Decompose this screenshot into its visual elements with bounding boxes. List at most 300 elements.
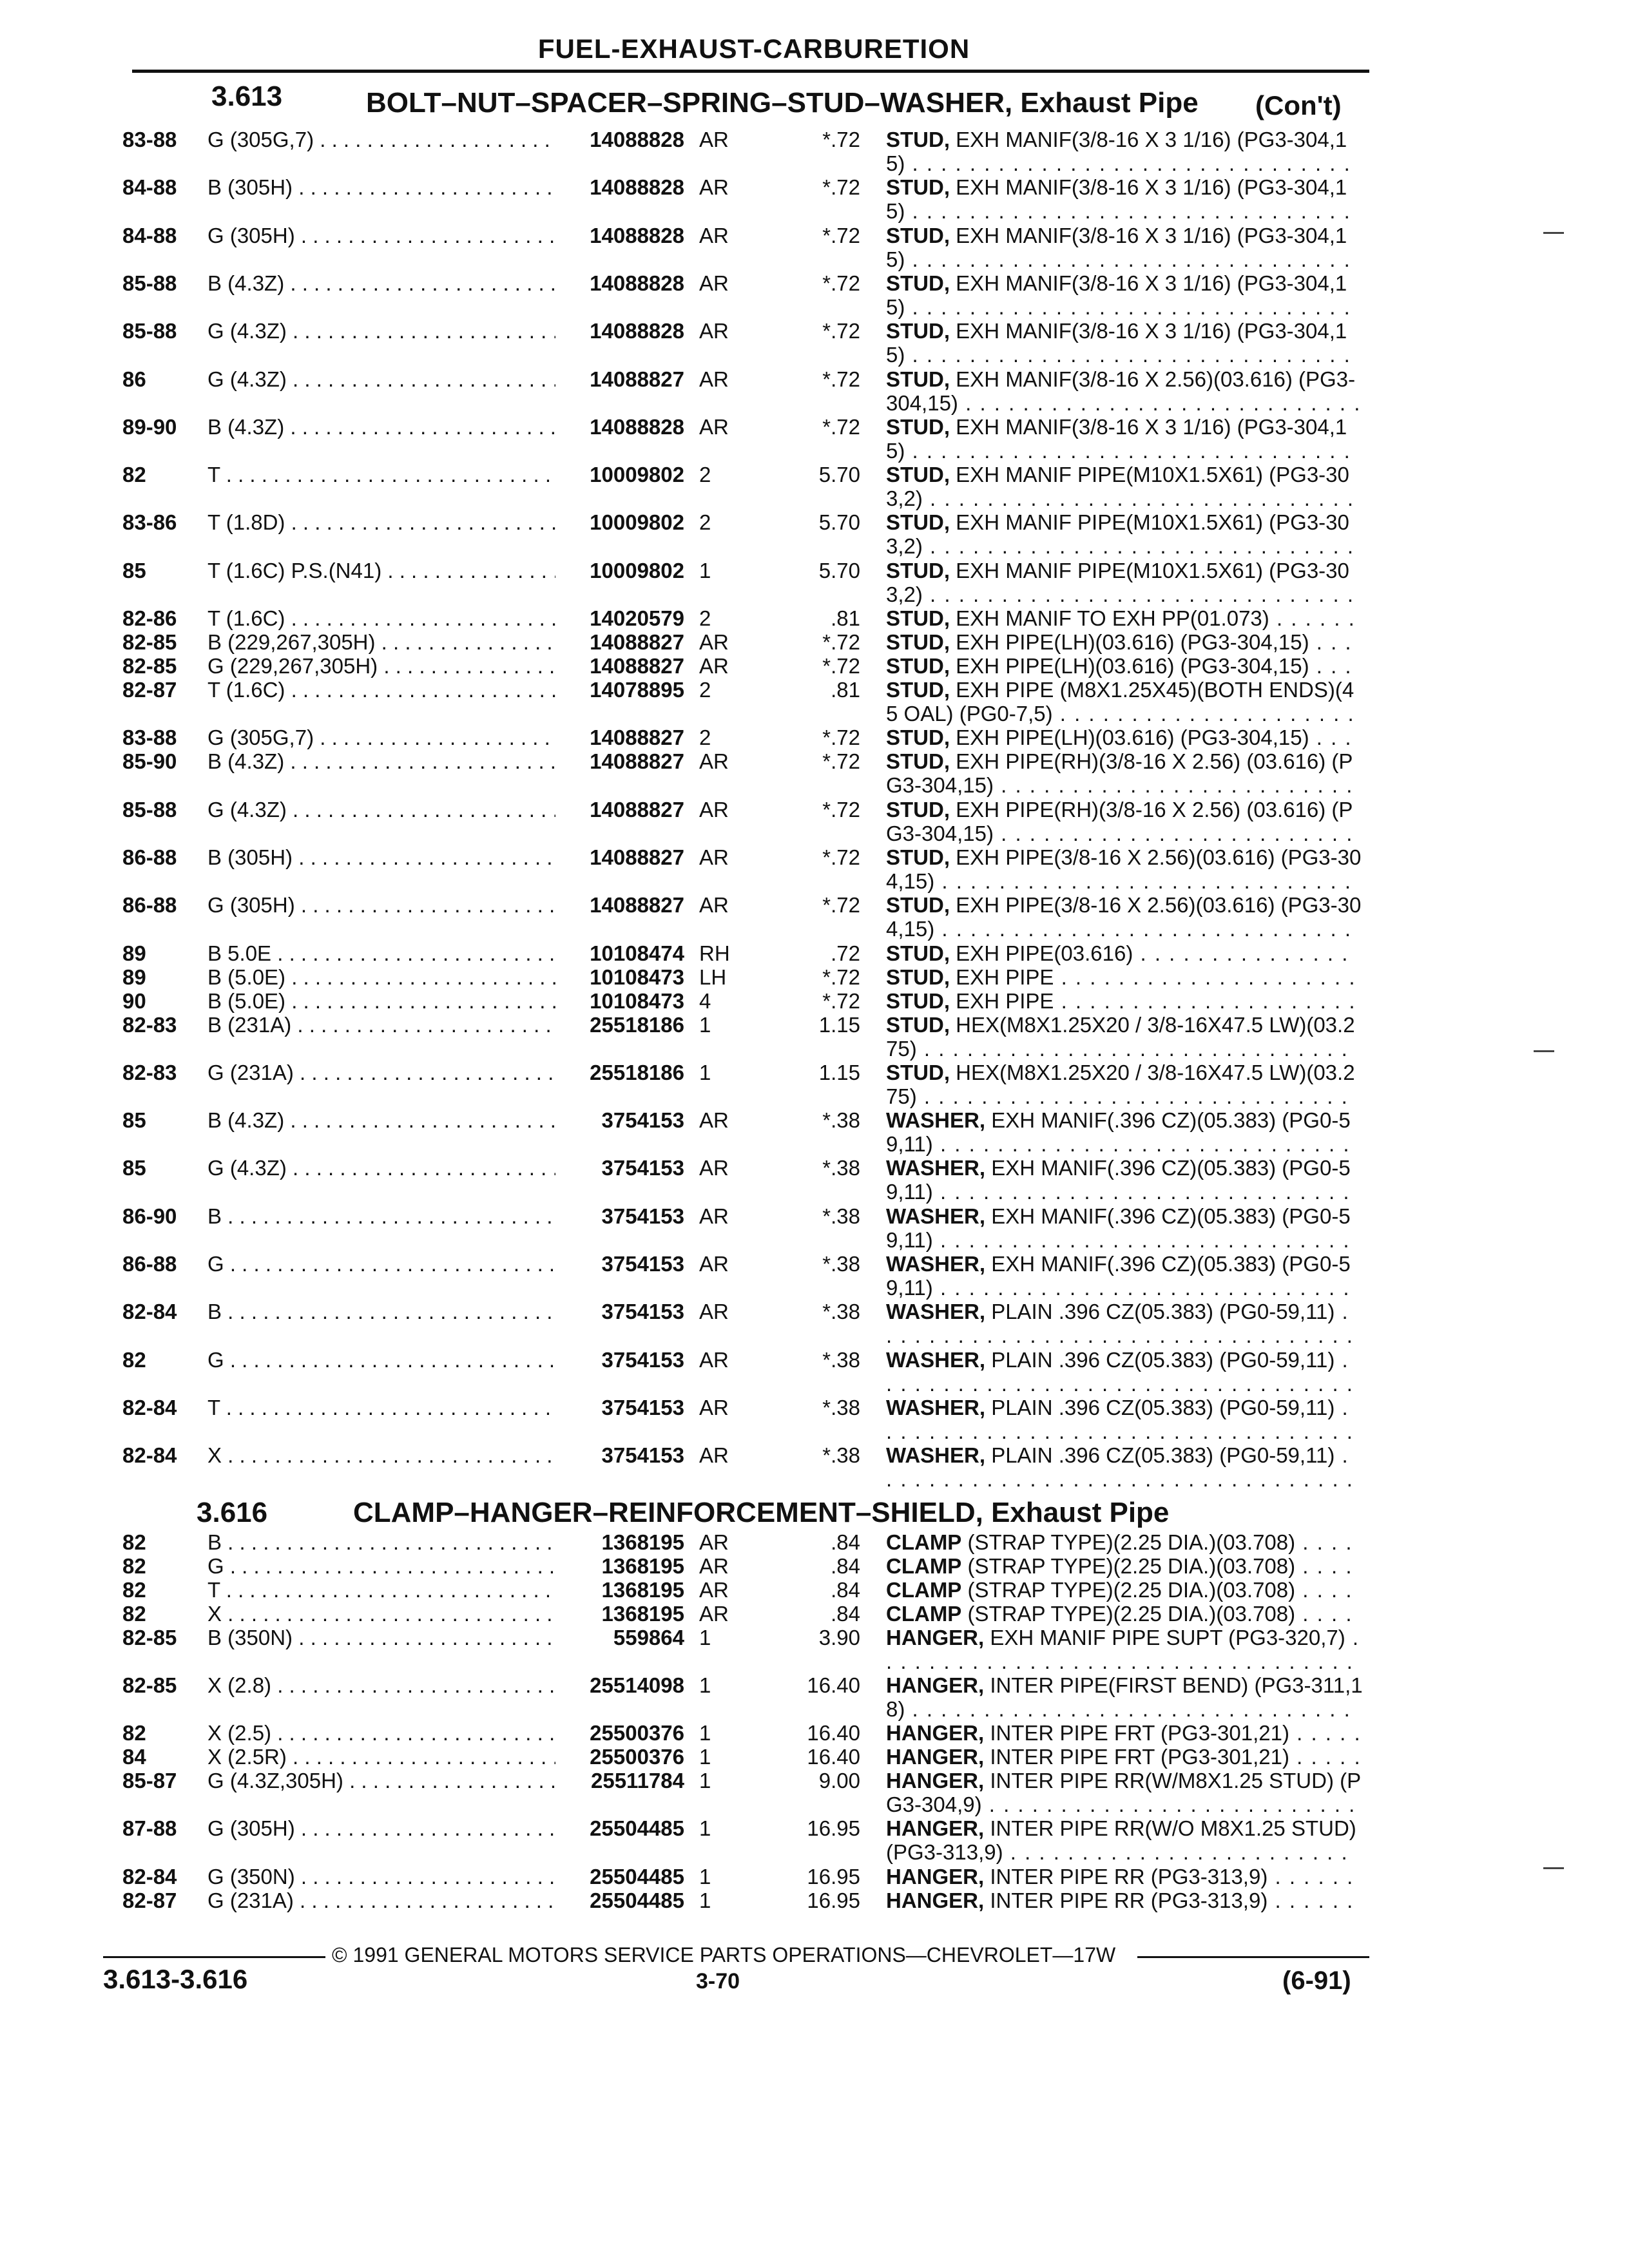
model-code: B (305H) . . . [207, 175, 555, 199]
part-description: CLAMP (STRAP TYPE)(2.25 DIA.)(03.708) . . . . [886, 1553, 1353, 1578]
part-type: HANGER, [886, 1721, 985, 1745]
part-type: STUD, [886, 128, 950, 151]
part-row [0, 1348, 1629, 1396]
part-description: STUD, EXH PIPE . . . . . . . . . . . . . . . . . . . . . [886, 988, 1356, 1013]
model-year: 82-85 [122, 654, 177, 678]
part-number: 3754153 [601, 1300, 684, 1324]
price: 9.00 [818, 1769, 860, 1793]
price: 3.90 [818, 1625, 860, 1649]
part-row [0, 1108, 1629, 1156]
part-type: CLAMP [886, 1577, 962, 1602]
quantity: AR [699, 893, 729, 918]
part-description: STUD, EXH PIPE(LH)(03.616) (PG3-304,15) . . . [886, 726, 1353, 750]
quantity: AR [699, 128, 729, 151]
part-row [0, 941, 1629, 965]
description-text: EXH MANIF(3/8-16 X 2.56)(03.616) (PG3-304,15) [886, 367, 1356, 415]
part-number: 25500376 [590, 1745, 684, 1769]
part-description: STUD, EXH MANIF(3/8-16 X 3 1/16) (PG3-304,15) . . . . . . . . . . . . . . . . . . . . . . . . . . . . . . . [886, 128, 1351, 175]
description-text: EXH MANIF PIPE(M10X1.5X61) (PG3-303,2) [886, 510, 1349, 559]
part-description: STUD, EXH MANIF(3/8-16 X 3 1/16) (PG3-304,15) . . . . . . . . . . . . . . . . . . . . . . . . . . . . . . . [886, 414, 1351, 463]
part-row [0, 1626, 1629, 1673]
description-text: (STRAP TYPE)(2.25 DIA.)(03.708) [967, 1553, 1296, 1578]
part-row [0, 1673, 1629, 1721]
price: 16.95 [807, 1816, 860, 1841]
section-range: 3.613-3.616 [103, 1964, 248, 1994]
part-type: STUD, [886, 223, 950, 247]
quantity: 4 [699, 988, 711, 1013]
model-code: T . . . [207, 1396, 555, 1419]
quantity: AR [699, 1601, 729, 1626]
model-year: 83-88 [122, 128, 177, 151]
part-description: STUD, EXH MANIF(3/8-16 X 3 1/16) (PG3-304,15) . . . . . . . . . . . . . . . . . . . . . . . . . . . . . . . [886, 175, 1351, 224]
part-number: 25504485 [590, 1864, 684, 1888]
part-number: 3754153 [601, 1443, 684, 1468]
model-year: 82-84 [122, 1864, 177, 1888]
footer-rule [1137, 1956, 1369, 1958]
price: *.72 [822, 988, 860, 1013]
part-row [0, 1745, 1629, 1769]
part-number: 10108473 [590, 988, 684, 1013]
model-code: X (2.5) . . . [207, 1721, 555, 1745]
model-code: G (305H) . . . [207, 224, 555, 247]
price: *.72 [822, 965, 860, 989]
part-number: 25518186 [590, 1060, 684, 1084]
model-code: G . . . [207, 1252, 555, 1276]
model-code: G (229,267,305H) . . . [207, 654, 555, 678]
quantity: 2 [699, 510, 711, 535]
part-number: 25518186 [590, 1012, 684, 1037]
part-number: 3754153 [601, 1204, 684, 1228]
part-number: 1368195 [601, 1601, 684, 1626]
quantity: AR [699, 845, 729, 869]
part-row [0, 510, 1629, 558]
part-row [0, 175, 1629, 223]
model-code: G (4.3Z) . . . [207, 798, 555, 822]
part-row [0, 1156, 1629, 1204]
part-type: STUD, [886, 414, 950, 439]
model-code: G (4.3Z) . . . [207, 319, 555, 343]
quantity: AR [699, 1252, 729, 1276]
part-description: STUD, EXH PIPE(03.616) . . . . . . . . . . . . . . . [886, 941, 1349, 965]
description-text: EXH PIPE(03.616) [956, 941, 1133, 965]
quantity: 2 [699, 606, 711, 630]
price: *.38 [822, 1443, 860, 1468]
description-text: EXH MANIF TO EXH PP(01.073) [956, 606, 1269, 630]
model-code: G (231A) . . . [207, 1061, 555, 1084]
description-text: EXH PIPE [956, 965, 1054, 989]
quantity: AR [699, 319, 729, 343]
description-text: INTER PIPE RR (PG3-313,9) [990, 1864, 1268, 1888]
part-row [0, 271, 1629, 319]
quantity: AR [699, 630, 729, 654]
margin-mark [1543, 1867, 1564, 1869]
part-type: WASHER, [886, 1252, 986, 1276]
price: *.72 [822, 271, 860, 295]
model-year: 85-88 [122, 797, 177, 822]
model-year: 82 [122, 1601, 146, 1626]
part-description: CLAMP (STRAP TYPE)(2.25 DIA.)(03.708) . . . . [886, 1577, 1353, 1602]
part-number: 25504485 [590, 1888, 684, 1912]
part-description: STUD, EXH MANIF(3/8-16 X 3 1/16) (PG3-304,15) . . . . . . . . . . . . . . . . . . . . . . . . . . . . . . . [886, 319, 1351, 367]
quantity: AR [699, 1156, 729, 1180]
model-year: 82 [122, 1721, 146, 1745]
quantity: LH [699, 965, 727, 989]
footer-rule [103, 1956, 325, 1958]
section-title: BOLT–NUT–SPACER–SPRING–STUD–WASHER, Exhaust Pipe [366, 87, 1199, 119]
part-type: WASHER, [886, 1300, 986, 1324]
model-year: 82-86 [122, 606, 177, 630]
part-number: 559864 [613, 1625, 684, 1649]
quantity: 1 [699, 1625, 711, 1649]
model-year: 85-87 [122, 1769, 177, 1793]
model-year: 86-88 [122, 845, 177, 869]
quantity: AR [699, 1553, 729, 1578]
part-description: STUD, EXH MANIF PIPE(M10X1.5X61) (PG3-303,2) . . . . . . . . . . . . . . . . . . . . . . . . . . . . . . [886, 510, 1354, 559]
section-continued: (Con't) [1255, 90, 1342, 120]
price: *.72 [822, 845, 860, 869]
description-text: EXH MANIF(3/8-16 X 3 1/16) (PG3-304,15) [886, 128, 1347, 175]
model-code: B . . . [207, 1530, 555, 1554]
part-row [0, 749, 1629, 797]
price: 16.95 [807, 1888, 860, 1912]
part-type: STUD, [886, 558, 950, 582]
model-year: 85 [122, 1156, 146, 1180]
part-number: 14088827 [590, 726, 684, 750]
model-code: B (4.3Z) . . . [207, 415, 555, 439]
part-number: 14088827 [590, 893, 684, 918]
price: 5.70 [818, 510, 860, 535]
part-row [0, 559, 1629, 606]
quantity: 1 [699, 1745, 711, 1769]
description-text: INTER PIPE(FIRST BEND) (PG3-311,18) [886, 1673, 1363, 1721]
part-number: 14088827 [590, 367, 684, 391]
part-description: HANGER, INTER PIPE FRT (PG3-301,21) . . . . . [886, 1721, 1362, 1745]
part-number: 25514098 [590, 1673, 684, 1697]
model-code: G (4.3Z,305H) . . . [207, 1769, 555, 1792]
description-text: EXH MANIF PIPE SUPT (PG3-320,7) [990, 1625, 1345, 1649]
part-description: CLAMP (STRAP TYPE)(2.25 DIA.)(03.708) . . . . [886, 1601, 1353, 1626]
model-code: G (305G,7) . . . [207, 726, 555, 749]
model-year: 82-84 [122, 1395, 177, 1419]
part-description: WASHER, EXH MANIF(.396 CZ)(05.383) (PG0-59,11) . . . . . . . . . . . . . . . . . . . . . . . . . . . . . [886, 1156, 1351, 1204]
part-description: HANGER, INTER PIPE RR (PG3-313,9) . . . . . . [886, 1864, 1354, 1888]
price: .84 [831, 1553, 860, 1578]
part-row [0, 1578, 1629, 1602]
part-row [0, 1300, 1629, 1347]
model-year: 82 [122, 1347, 146, 1372]
model-year: 82-83 [122, 1060, 177, 1084]
part-number: 25511784 [590, 1769, 684, 1793]
part-row [0, 1061, 1629, 1108]
price: 5.70 [818, 558, 860, 582]
part-row [0, 798, 1629, 845]
part-number: 14088828 [590, 128, 684, 151]
description-text: EXH PIPE(RH)(3/8-16 X 2.56) (03.616) (PG3-304,15) [886, 797, 1353, 845]
part-type: WASHER, [886, 1443, 986, 1468]
part-number: 25504485 [590, 1816, 684, 1841]
quantity: 1 [699, 1721, 711, 1745]
description-text: (STRAP TYPE)(2.25 DIA.)(03.708) [967, 1601, 1296, 1626]
model-code: X . . . [207, 1602, 555, 1626]
model-code: X (2.5R) . . . [207, 1745, 555, 1769]
part-number: 3754153 [601, 1252, 684, 1276]
part-type: STUD, [886, 797, 950, 822]
part-type: STUD, [886, 630, 950, 654]
copyright-notice: © 1991 GENERAL MOTORS SERVICE PARTS OPERATIONS—CHEVROLET—17W [332, 1943, 1116, 1966]
part-row [0, 1602, 1629, 1626]
part-row [0, 989, 1629, 1013]
description-text: EXH PIPE(LH)(03.616) (PG3-304,15) [956, 726, 1309, 750]
part-number: 3754153 [601, 1395, 684, 1419]
part-description: HANGER, INTER PIPE FRT (PG3-301,21) . . . . . [886, 1745, 1362, 1769]
quantity: RH [699, 941, 730, 965]
price: *.72 [822, 128, 860, 151]
part-type: STUD, [886, 654, 950, 678]
part-description: STUD, EXH MANIF PIPE(M10X1.5X61) (PG3-303,2) . . . . . . . . . . . . . . . . . . . . . . . . . . . . . . [886, 463, 1354, 511]
part-type: WASHER, [886, 1347, 986, 1372]
part-row [0, 415, 1629, 463]
part-description: STUD, EXH MANIF(3/8-16 X 3 1/16) (PG3-304,15) . . . . . . . . . . . . . . . . . . . . . . . . . . . . . . . [886, 271, 1351, 319]
quantity: 2 [699, 463, 711, 487]
part-type: STUD, [886, 726, 950, 750]
price: .81 [831, 678, 860, 702]
description-text: EXH PIPE(RH)(3/8-16 X 2.56) (03.616) (PG3-304,15) [886, 749, 1353, 798]
part-number: 14088827 [590, 630, 684, 654]
part-row [0, 678, 1629, 726]
price: *.72 [822, 654, 860, 678]
part-type: WASHER, [886, 1204, 986, 1228]
part-description: STUD, EXH PIPE(LH)(03.616) (PG3-304,15) . . . [886, 630, 1353, 654]
part-description: WASHER, PLAIN .396 CZ(05.383) (PG0-59,11) . . . . . . . . . . . . . . . . . . . . . . . . . . . . . . . . . . [886, 1395, 1354, 1443]
price: *.38 [822, 1347, 860, 1372]
part-row [0, 1721, 1629, 1745]
quantity: AR [699, 1577, 729, 1602]
quantity: 1 [699, 1060, 711, 1084]
quantity: AR [699, 223, 729, 247]
part-number: 10009802 [590, 510, 684, 535]
quantity: AR [699, 1300, 729, 1324]
description-text: PLAIN .396 CZ(05.383) (PG0-59,11) [991, 1395, 1335, 1419]
description-text: EXH MANIF(.396 CZ)(05.383) (PG0-59,11) [886, 1204, 1351, 1252]
description-text: PLAIN .396 CZ(05.383) (PG0-59,11) [991, 1300, 1335, 1324]
part-number: 14088828 [590, 223, 684, 247]
part-description: WASHER, EXH MANIF(.396 CZ)(05.383) (PG0-59,11) . . . . . . . . . . . . . . . . . . . . . . . . . . . . . [886, 1252, 1351, 1300]
part-row [0, 1252, 1629, 1300]
part-number: 3754153 [601, 1108, 684, 1133]
model-code: T (1.6C) . . . [207, 606, 555, 630]
part-description: STUD, HEX(M8X1.25X20 / 3/8-16X47.5 LW)(03.275) . . . . . . . . . . . . . . . . . . . . . . . . . . . . . . [886, 1060, 1355, 1108]
price: *.38 [822, 1252, 860, 1276]
part-description: WASHER, PLAIN .396 CZ(05.383) (PG0-59,11) . . . . . . . . . . . . . . . . . . . . . . . . . . . . . . . . . . [886, 1443, 1354, 1492]
model-code: B (350N) . . . [207, 1626, 555, 1649]
model-code: B . . . [207, 1204, 555, 1228]
part-description: WASHER, PLAIN .396 CZ(05.383) (PG0-59,11) . . . . . . . . . . . . . . . . . . . . . . . . . . . . . . . . . . [886, 1347, 1354, 1396]
model-year: 85 [122, 558, 146, 582]
model-code: B 5.0E . . . [207, 941, 555, 965]
model-year: 87-88 [122, 1816, 177, 1841]
part-type: STUD, [886, 965, 950, 989]
part-type: HANGER, [886, 1745, 985, 1769]
part-description: HANGER, INTER PIPE RR(W/O M8X1.25 STUD) (PG3-313,9) . . . . . . . . . . . . . . . . . . . . . . . . [886, 1816, 1356, 1865]
description-text: EXH PIPE(3/8-16 X 2.56)(03.616) (PG3-304,15) [886, 893, 1362, 941]
model-year: 86 [122, 367, 146, 391]
model-code: T (1.8D) . . . [207, 510, 555, 534]
part-description: HANGER, INTER PIPE RR(W/M8X1.25 STUD) (PG3-304,9) . . . . . . . . . . . . . . . . . . . . . . . . . . [886, 1769, 1362, 1817]
part-description: STUD, EXH PIPE(3/8-16 X 2.56)(03.616) (PG3-304,15) . . . . . . . . . . . . . . . . . . . . . . . . . . . . . [886, 845, 1362, 893]
description-text: EXH MANIF PIPE(M10X1.5X61) (PG3-303,2) [886, 558, 1349, 606]
part-number: 1368195 [601, 1577, 684, 1602]
quantity: AR [699, 1347, 729, 1372]
price: 16.40 [807, 1745, 860, 1769]
part-type: STUD, [886, 1060, 950, 1084]
model-code: B (4.3Z) . . . [207, 749, 555, 773]
part-row [0, 965, 1629, 989]
price: 16.95 [807, 1864, 860, 1888]
model-year: 82-84 [122, 1300, 177, 1324]
description-text: HEX(M8X1.25X20 / 3/8-16X47.5 LW)(03.275) [886, 1060, 1355, 1108]
part-description: STUD, EXH PIPE (M8X1.25X45)(BOTH ENDS)(45 OAL) (PG0-7,5) . . . . . . . . . . . . . . . . . . . . . [886, 678, 1355, 726]
part-number: 14088828 [590, 319, 684, 343]
quantity: AR [699, 271, 729, 295]
part-row [0, 726, 1629, 749]
quantity: 1 [699, 1673, 711, 1697]
price: 16.40 [807, 1673, 860, 1697]
model-code: G (305H) . . . [207, 1816, 555, 1840]
model-year: 82 [122, 1530, 146, 1554]
part-type: HANGER, [886, 1625, 985, 1649]
part-type: STUD, [886, 367, 950, 391]
model-year: 86-88 [122, 1252, 177, 1276]
part-number: 10108473 [590, 965, 684, 989]
part-row [0, 654, 1629, 678]
part-number: 14088827 [590, 749, 684, 774]
part-row [0, 1769, 1629, 1816]
part-row [0, 128, 1629, 175]
price: .84 [831, 1530, 860, 1554]
model-code: T (1.6C) . . . [207, 678, 555, 702]
part-description: STUD, EXH MANIF PIPE(M10X1.5X61) (PG3-303,2) . . . . . . . . . . . . . . . . . . . . . . . . . . . . . . [886, 558, 1354, 606]
part-description: STUD, EXH PIPE . . . . . . . . . . . . . . . . . . . . . [886, 965, 1356, 989]
model-year: 90 [122, 988, 146, 1013]
part-row [0, 1396, 1629, 1443]
quantity: 1 [699, 1816, 711, 1841]
price: *.72 [822, 175, 860, 200]
part-row [0, 1888, 1629, 1912]
part-row [0, 1816, 1629, 1864]
model-year: 84-88 [122, 223, 177, 247]
running-head: FUEL-EXHAUST-CARBURETION [537, 34, 970, 64]
price: *.72 [822, 414, 860, 439]
part-type: STUD, [886, 988, 950, 1013]
model-code: T (1.6C) P.S.(N41) . . . [207, 559, 555, 582]
quantity: AR [699, 414, 729, 439]
description-text: INTER PIPE RR (PG3-313,9) [990, 1888, 1268, 1912]
section-number: 3.613 [211, 81, 283, 112]
model-code: X . . . [207, 1443, 555, 1467]
model-year: 86-88 [122, 893, 177, 918]
description-text: EXH MANIF(.396 CZ)(05.383) (PG0-59,11) [886, 1252, 1351, 1300]
margin-mark [1543, 232, 1564, 234]
model-year: 84 [122, 1745, 146, 1769]
model-year: 86-90 [122, 1204, 177, 1228]
model-year: 83-86 [122, 510, 177, 535]
page-number: 3-70 [696, 1969, 740, 1994]
part-type: STUD, [886, 510, 950, 535]
price: .81 [831, 606, 860, 630]
description-text: EXH PIPE(LH)(03.616) (PG3-304,15) [956, 654, 1309, 678]
model-year: 82-83 [122, 1012, 177, 1037]
price: *.72 [822, 749, 860, 774]
part-description: WASHER, EXH MANIF(.396 CZ)(05.383) (PG0-59,11) . . . . . . . . . . . . . . . . . . . . . . . . . . . . . [886, 1108, 1351, 1157]
model-year: 89 [122, 941, 146, 965]
part-description: HANGER, INTER PIPE RR (PG3-313,9) . . . . . . [886, 1888, 1354, 1912]
description-text: (STRAP TYPE)(2.25 DIA.)(03.708) [967, 1530, 1296, 1554]
part-description: STUD, EXH PIPE(3/8-16 X 2.56)(03.616) (PG3-304,15) . . . . . . . . . . . . . . . . . . . . . . . . . . . . . [886, 893, 1362, 941]
part-type: STUD, [886, 175, 950, 200]
part-description: STUD, HEX(M8X1.25X20 / 3/8-16X47.5 LW)(03.275) . . . . . . . . . . . . . . . . . . . . . . . . . . . . . . [886, 1012, 1355, 1061]
model-year: 85 [122, 1108, 146, 1133]
model-code: T . . . [207, 463, 555, 486]
model-code: G (305H) . . . [207, 893, 555, 917]
model-year: 84-88 [122, 175, 177, 200]
description-text: PLAIN .396 CZ(05.383) (PG0-59,11) [991, 1347, 1335, 1372]
part-row [0, 1443, 1629, 1491]
header-rule [132, 70, 1369, 73]
part-number: 1368195 [601, 1530, 684, 1554]
quantity: AR [699, 797, 729, 822]
model-year: 89 [122, 965, 146, 989]
description-text: (STRAP TYPE)(2.25 DIA.)(03.708) [967, 1577, 1296, 1602]
part-number: 14088827 [590, 654, 684, 678]
quantity: AR [699, 1530, 729, 1554]
model-year: 89-90 [122, 414, 177, 439]
part-description: STUD, EXH MANIF(3/8-16 X 2.56)(03.616) (PG3-304,15) . . . . . . . . . . . . . . . . . . . . . . . . . . . . [886, 367, 1362, 415]
part-number: 14088827 [590, 797, 684, 822]
part-description: STUD, EXH MANIF(3/8-16 X 3 1/16) (PG3-304,15) . . . . . . . . . . . . . . . . . . . . . . . . . . . . . . . [886, 223, 1351, 271]
quantity: AR [699, 1395, 729, 1419]
price: 1.15 [818, 1060, 860, 1084]
part-row [0, 606, 1629, 630]
model-code: G (350N) . . . [207, 1865, 555, 1888]
part-type: STUD, [886, 1012, 950, 1037]
part-type: STUD, [886, 463, 950, 487]
part-type: HANGER, [886, 1673, 985, 1697]
part-description: HANGER, EXH MANIF PIPE SUPT (PG3-320,7) . . . . . . . . . . . . . . . . . . . . . . . . . . . . . . . . . . [886, 1625, 1360, 1673]
part-type: CLAMP [886, 1530, 962, 1554]
quantity: 1 [699, 1769, 711, 1793]
model-code: G (305G,7) . . . [207, 128, 555, 151]
part-description: CLAMP (STRAP TYPE)(2.25 DIA.)(03.708) . . . . [886, 1530, 1353, 1554]
part-type: STUD, [886, 606, 950, 630]
price: *.38 [822, 1300, 860, 1324]
model-year: 85-90 [122, 749, 177, 774]
description-text: EXH MANIF(3/8-16 X 3 1/16) (PG3-304,15) [886, 319, 1347, 367]
price: *.72 [822, 893, 860, 918]
part-row [0, 463, 1629, 510]
model-code: B (231A) . . . [207, 1013, 555, 1037]
quantity: 1 [699, 558, 711, 582]
quantity: AR [699, 749, 729, 774]
price: *.38 [822, 1204, 860, 1228]
price: .84 [831, 1577, 860, 1602]
part-number: 14088828 [590, 414, 684, 439]
description-text: EXH PIPE [956, 988, 1054, 1013]
revision-date: (6-91) [1282, 1966, 1351, 1995]
model-year: 82-87 [122, 1888, 177, 1912]
part-row [0, 1865, 1629, 1888]
model-year: 85-88 [122, 271, 177, 295]
description-text: EXH MANIF(.396 CZ)(05.383) (PG0-59,11) [886, 1108, 1351, 1157]
